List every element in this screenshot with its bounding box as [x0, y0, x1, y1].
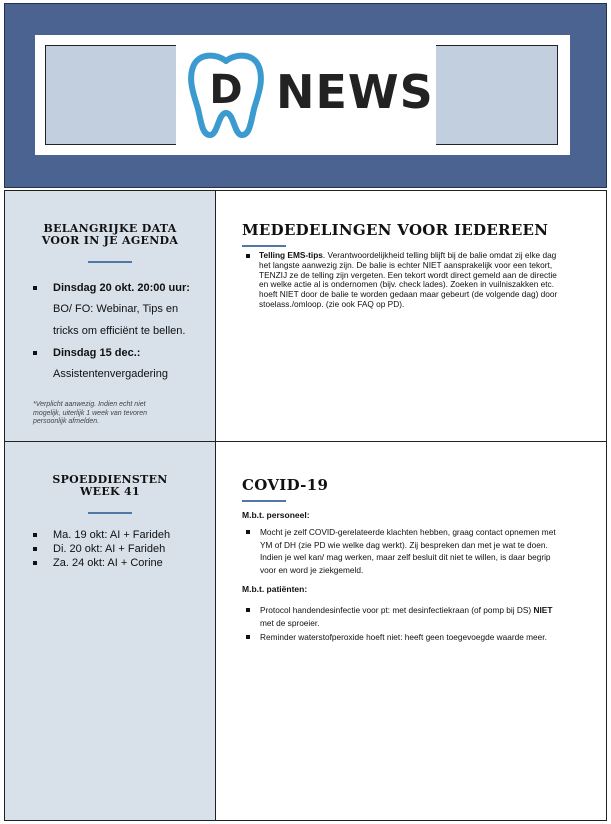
list-item: Dinsdag 15 dec.: Assistentenvergadering — [33, 346, 205, 385]
list-item: Dinsdag 20 okt. 20:00 uur: BO/ FO: Webinar, Tips en tricks om efficiënt te bellen. — [33, 281, 205, 342]
banner — [45, 45, 558, 145]
accent-line — [88, 261, 132, 263]
bullet — [33, 351, 37, 355]
banner-frame — [35, 35, 570, 155]
agenda-panel — [4, 190, 216, 442]
staff-heading: M.b.t. personeel: — [242, 510, 310, 520]
bullet — [33, 533, 37, 537]
spoed-title: SPOEDDIENSTEN WEEK 41 — [52, 473, 168, 498]
patient-item: Reminder waterstofperoxide hoeft niet: heeft geen toegevoegde waarde meer. — [246, 631, 596, 644]
tooth-icon — [186, 51, 266, 139]
logo-word: NEWS — [276, 65, 434, 119]
announcements-title: MEDEDELINGEN VOOR IEDEREEN — [242, 221, 549, 239]
spoed-list — [33, 528, 205, 570]
list-item: Za. 24 okt: AI + Corine — [33, 556, 205, 570]
bullet — [33, 561, 37, 565]
accent-line — [242, 500, 286, 502]
bullet — [246, 530, 250, 534]
list-item: Di. 20 okt: AI + Farideh — [33, 542, 205, 556]
accent-line — [242, 245, 286, 247]
patients-heading: M.b.t. patiënten: — [242, 584, 308, 594]
staff-item: Mocht je zelf COVID-gerelateerde klachten hebben, graag contact opnemen met YM of DH (zie PD wie welke dag werkt). Zij bespreken dan met je wat te doen. Indien je wel kan/ mag werken, maar zelf besluit dit niet te willen, is daar begrip voor en word je ziekgemeld. — [246, 526, 596, 576]
bullet — [246, 254, 250, 258]
covid-panel — [215, 441, 607, 821]
logo-letter: D — [209, 67, 243, 113]
covid-title: COVID-19 — [242, 476, 329, 494]
newsletter-header — [4, 3, 607, 188]
agenda-list — [33, 281, 205, 385]
patient-item: Protocol handendesinfectie voor pt: met desinfectiekraan (of pomp bij DS) NIET met de sproeier. — [246, 604, 596, 629]
bullet — [33, 547, 37, 551]
accent-line — [88, 512, 132, 514]
bullet — [33, 286, 37, 290]
bullet — [246, 608, 250, 612]
bullet — [246, 635, 250, 639]
announcements-panel — [215, 190, 607, 442]
spoed-panel — [4, 441, 216, 821]
announcement-item: Telling EMS-tips. Verantwoordelijkheid telling blijft bij de balie omdat zij elke dag het langste aanwezig zijn. De balie is echter NIET aansprakelijk voor een tekort, TENZIJ ze de telling zijn vergeten. Een tekort wordt direct gemeld aan de directie en welke actie al is ondernomen (bijv. check lades). Zoeken in vuilniszakken etc. hoeft NIET door de balie te worden gedaan maar gebeurt (de volgende dag) door stoelass./omloop. (zie ook FAQ op PD). — [246, 251, 596, 310]
list-item: Ma. 19 okt: AI + Farideh — [33, 528, 205, 542]
agenda-title: BELANGRIJKE DATA VOOR IN JE AGENDA — [41, 222, 179, 247]
agenda-note: *Verplicht aanwezig. Indien echt niet mogelijk, uiterlijk 1 week van tevoren persoonlijk afmelden. — [33, 401, 147, 425]
logo — [176, 45, 436, 145]
